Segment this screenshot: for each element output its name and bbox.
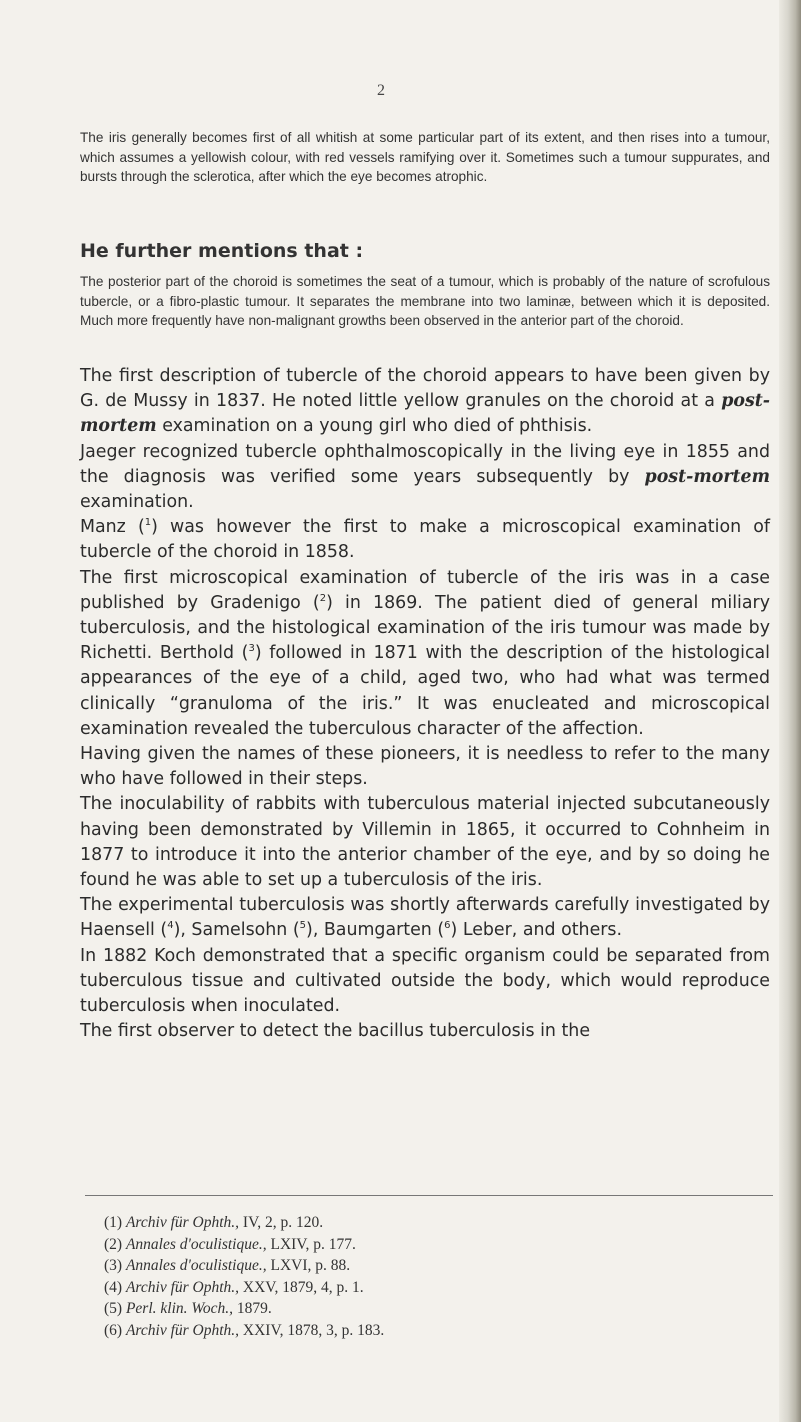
footnote-rest: 1879. [233,1300,272,1317]
footnote-item [104,1212,384,1234]
body-paragraph-5: Having given the names of these pioneers, it is needless to refer to the many who have followed in their steps. [80,744,770,790]
italic-term: post-mortem [80,391,770,437]
footnote-mark: (5) [104,1300,123,1317]
body-paragraph-6: The inoculability of rabbits with tuberculous material injected subcutaneously having been demonstrated by Villemin in 1865, it occurred to Cohnheim in 1877 to introduce it into the anterior chamber of the eye, and by so doing he found he was able to set up a tuberculosis of the iris. [80,794,770,891]
italic-term: post-mortem [644,466,770,487]
footnote-rest: XXIV, 1878, 3, p. 183. [239,1321,385,1339]
footnote-title: Archiv für Ophth., [125,1278,240,1296]
footnote-list [104,1212,384,1341]
text-run: Jaeger recognized tubercle ophthalmoscopically in the living eye in 1855 and the diagnosis was verified some years subsequently by [80,441,770,487]
text-run: ) followed in 1871 with the description of the histological appearances of the eye of a child, aged two, who had what was termed clinically “granuloma of the iris.” It was enucleated and microscopical examination revealed the tuberculous character of the affection. [80,643,771,739]
footnote-item [104,1320,384,1342]
text-run: ) in 1869. The patient died of general miliary tuberculosis, and the histological examination of the iris tumour was made by Richetti. Berthold ( [80,592,770,664]
text-run: The first description of tubercle of the choroid appears to have been given by G. de Mussy in 1837. He noted little yellow granules on the choroid at a [80,366,770,412]
footnote-title: Perl. klin. Woch., [125,1300,233,1317]
subheading: He further mentions that : [80,240,364,262]
body-paragraph-8: In 1882 Koch demonstrated that a specific organism could be separated from tuberculous tissue and cultivated outside the body, which would reproduce tuberculosis when inoculated. [80,945,770,1017]
footnote-title: Archiv für Ophth., [125,1214,240,1231]
footnote-rest: LXVI, p. 88. [266,1257,351,1274]
body-paragraph-3 [80,515,770,565]
footnote-ref: 2 [319,593,327,605]
quote-paragraph: The posterior part of the choroid is sometimes the seat of a tumour, which is probably of the nature of scrofulous tubercle, or a fibro-plastic tumour. It separates the membrane into two laminæ, between which it is deposited. Much more frequently have non-malignant growths been observed in the anterior part of the choroid. [80,274,770,328]
body-paragraph-9: The first observer to detect the bacillus tuberculosis in the [80,1021,591,1042]
footnote-title: Annales d'oculistique., [125,1235,267,1253]
footnote-item [104,1277,384,1299]
footnote-divider [85,1195,773,1196]
page-edge-shadow [779,0,801,1422]
footnote-mark: (3) [104,1257,123,1274]
footnote-item [104,1298,384,1320]
footnote-rest: LXIV, p. 177. [266,1235,356,1253]
text-run: ), Samelsohn ( [173,920,300,941]
text-run: examination on a young girl who died of phthisis. [156,416,593,437]
footnote-rest: XXV, 1879, 4, p. 1. [239,1278,364,1296]
footnote-ref: 1 [144,517,152,529]
intro-paragraph: The iris generally becomes first of all whitish at some particular part of its extent, and then rises into a tumour, which assumes a yellowish colour, with red vessels ramifying over it. Sometimes such a tumour suppurates, and bursts through the sclerotica, after which the eye becomes atrophic. [80,130,770,184]
text-run: Manz ( [80,517,145,538]
footnote-title: Annales d'oculistique., [125,1257,267,1274]
body-paragraph-4 [80,566,770,742]
body-paragraph-1 [80,364,770,440]
text-run: The experimental tuberculosis was shortly afterwards carefully investigated by Haensell ( [80,895,770,941]
footnote-title: Archiv für Ophth., [125,1321,240,1339]
text-run: examination. [80,492,194,513]
footnote-mark: (6) [104,1321,123,1339]
footnote-mark: (4) [104,1278,123,1296]
page-number: 2 [377,82,385,99]
footnote-item [104,1255,384,1277]
footnote-mark: (1) [104,1214,123,1231]
footnote-ref: 4 [167,920,174,932]
footnote-mark: (2) [104,1235,123,1253]
body-paragraph-7 [80,893,770,943]
text-run: ), Baumgarten ( [306,920,445,941]
text-run: ) was however the first to make a microscopical examination of tubercle of the choroid in 1858. [80,517,770,563]
footnote-ref: 5 [299,920,307,932]
footnote-ref: 3 [248,643,255,655]
footnote-ref: 6 [444,920,451,932]
main-text [80,364,770,1044]
footnote-rest: IV, 2, p. 120. [239,1214,324,1231]
footnote-item [104,1234,384,1256]
body-paragraph-2 [80,440,770,516]
text-run: ) Leber, and others. [450,920,623,941]
text-run: The first microscopical examination of tubercle of the iris was in a case published by Gradenigo ( [80,567,770,613]
